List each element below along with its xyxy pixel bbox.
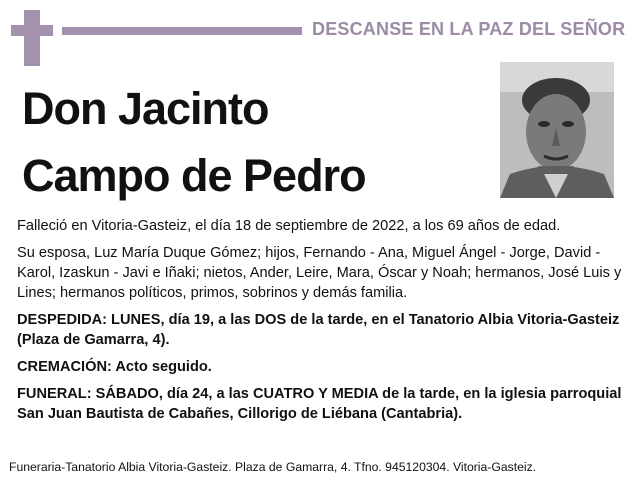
obituary-body xyxy=(17,216,625,431)
header-rule xyxy=(62,27,302,35)
portrait-photo xyxy=(500,62,614,198)
cross-icon-bar xyxy=(11,25,53,36)
family-list: Su esposa, Luz María Duque Gómez; hijos, Fernando - Ana, Miguel Ángel - Jorge, David - Karol, Izaskun - Javi e Iñaki; nietos, Ander, Leire, Mara, Óscar y Noah; hermanos, José Luis y Lines; hermanos políticos, primos, sobrinos y demás familia. xyxy=(17,245,622,301)
header-title: DESCANSE EN LA PAZ DEL SEÑOR xyxy=(312,19,626,39)
farewell-info: DESPEDIDA: LUNES, día 19, a las DOS de la tarde, en el Tanatorio Albia Vitoria-Gasteiz (Plaza de Gamarra, 4). xyxy=(17,312,620,348)
deceased-name-line2: Campo de Pedro xyxy=(22,150,366,201)
cross-icon xyxy=(24,10,40,66)
cremation-info: CREMACIÓN: Acto seguido. xyxy=(17,359,212,375)
death-notice: Falleció en Vitoria-Gasteiz, el día 18 de septiembre de 2022, a los 69 años de edad. xyxy=(17,218,561,234)
funeral-home-footer: Funeraria-Tanatorio Albia Vitoria-Gasteiz. Plaza de Gamarra, 4. Tfno. 945120304. Vitoria-Gasteiz. xyxy=(9,460,537,474)
funeral-info: FUNERAL: SÁBADO, día 24, a las CUATRO Y MEDIA de la tarde, en la iglesia parroquial San Juan Bautista de Cabañes, Cillorigo de Liébana (Cantabria). xyxy=(17,386,622,422)
deceased-name-line1: Don Jacinto xyxy=(22,83,269,134)
